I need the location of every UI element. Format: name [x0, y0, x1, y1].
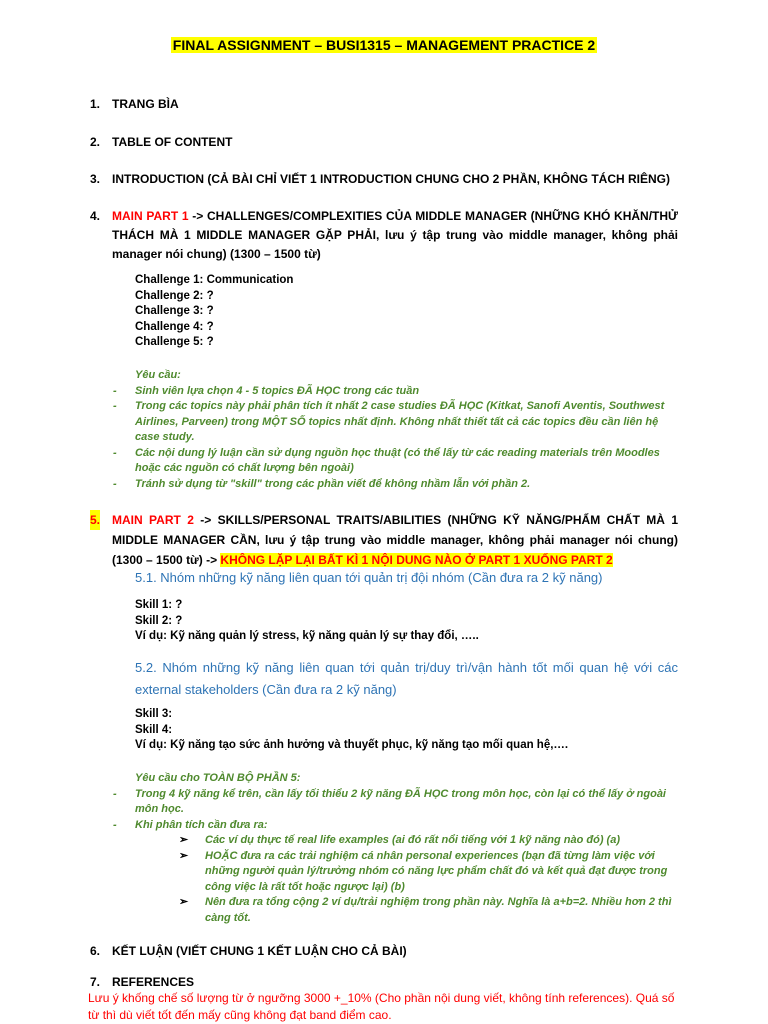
skill-item: Skill 1: ?	[135, 599, 183, 611]
requirements-title: Yêu cầu:	[135, 369, 181, 381]
arrow-bullet-icon: ➢	[179, 849, 189, 862]
challenge-item: Challenge 3: ?	[135, 305, 214, 317]
item-number: 7.	[90, 975, 101, 989]
item-number: 1.	[90, 97, 101, 111]
word-count-note: Lưu ý khống chế số lượng từ ở ngưỡng 3000 +_10% (Cho phần nội dung viết, không tính references). Quá số từ thì dù viết tốt đến mấy cũng không đạt band điểm cao.	[88, 991, 675, 1022]
requirement-item: - Tránh sử dụng từ "skill" trong các phần viết để không nhầm lẫn với phần 2.	[113, 477, 531, 490]
main-part-1-label: MAIN PART 1	[112, 209, 189, 223]
example-item: ➢ Nên đưa ra tổng cộng 2 ví dụ/trải nghiệm trong phần này. Nghĩa là a+b=2. Nhiều hơn 2 thì càng tốt.	[179, 896, 672, 924]
item-number: 3.	[90, 172, 101, 186]
main-part-1-text: -> CHALLENGES/COMPLEXITIES CỦA MIDDLE MANAGER (NHỮNG KHÓ KHĂN/THỬ THÁCH MÀ 1 MIDDLE MANAGER GẶP PHẢI, lưu ý tập trung vào middle manager, không phải manager nói chung) (1300 – 1500 từ)	[112, 209, 678, 261]
example-item: ➢ Các ví dụ thực tế real life examples (ai đó rất nổi tiếng với 1 kỹ năng nào đó) (a)	[179, 833, 678, 849]
section-5-1-title: 5.1. Nhóm những kỹ năng liên quan tới quản trị đội nhóm (Cần đưa ra 2 kỹ năng)	[135, 570, 603, 585]
item-number: 6.	[90, 944, 101, 958]
outline-item-1	[90, 95, 678, 114]
item-text: REFERENCES	[112, 975, 195, 989]
section-5-2-title: 5.2. Nhóm những kỹ năng liên quan tới quản trị/duy trì/vận hành tốt mối quan hệ với các external stakeholders (Cần đưa ra 2 kỹ năng)	[135, 660, 678, 697]
requirement-item: - Trong các topics này phải phân tích ít nhất 2 case studies ĐÃ HỌC (Kitkat, Sanofi Aventis, Southwest Airlines, Parveen) trong MỘT SỐ topics nhất định. Không nhất thiết tất cả các topics đều cần liên hệ case study.	[113, 400, 665, 443]
challenge-item: Challenge 1: Communication	[135, 274, 294, 286]
requirement-item: - Các nội dung lý luận cần sử dụng nguồn học thuật (có thể lấy từ các reading materials trên Moodles hoặc các nguồn có chất lượng bên ngoài)	[113, 446, 660, 474]
requirements-title: Yêu cầu cho TOÀN BỘ PHẦN 5:	[135, 772, 301, 784]
outline-item-2	[90, 133, 678, 152]
item-text: TRANG BÌA	[112, 97, 179, 111]
title-text: FINAL ASSIGNMENT – BUSI1315 – MANAGEMENT PRACTICE 2	[172, 37, 596, 53]
item-number: 5.	[90, 510, 100, 530]
requirement-item: - Sinh viên lựa chọn 4 - 5 topics ĐÃ HỌC trong các tuần	[113, 384, 420, 397]
skill-item: Skill 2: ?	[135, 614, 183, 627]
requirement-item: - Khi phân tích cần đưa ra:	[113, 818, 268, 831]
part-1-requirements	[113, 368, 678, 492]
skill-list-5-2	[135, 707, 678, 754]
skill-item: Skill 4:	[135, 723, 173, 736]
outline-item-main-part-2	[90, 510, 679, 570]
skill-example: Ví dụ: Kỹ năng tạo sức ảnh hưởng và thuyết phục, kỹ năng tạo mối quan hệ,….	[135, 739, 569, 751]
page-title	[0, 36, 768, 55]
example-item: ➢ HOẶC đưa ra các trải nghiệm cá nhân personal experiences (bạn đã từng làm việc với những người quản lý/trưởng nhóm có năng lực phẩm chất đó và kết quả đạt được trong công việc là rất tốt hoặc ngược lại) (b)	[179, 849, 668, 893]
arrow-bullet-icon: ➢	[179, 834, 189, 846]
item-text: KẾT LUẬN (VIẾT CHUNG 1 KẾT LUẬN CHO CẢ BÀI)	[112, 944, 407, 958]
warning-highlight: KHÔNG LẶP LẠI BẤT KÌ 1 NỘI DUNG NÀO Ở PART 1 XUỐNG PART 2	[220, 553, 613, 567]
arrow-bullet-icon: ➢	[179, 896, 189, 908]
item-number: 4.	[90, 209, 101, 223]
main-part-2-text: -> SKILLS/PERSONAL TRAITS/ABILITIES (NHỮNG KỸ NĂNG/PHẨM CHẤT MÀ 1 MIDDLE MANAGER CẦN, lưu ý tập trung vào middle manager, không phải manager nói chung) (1300 – 1500 từ) ->	[112, 513, 679, 567]
challenge-item: Challenge 5: ?	[135, 336, 214, 348]
item-text: TABLE OF CONTENT	[112, 135, 233, 149]
skill-example: Ví dụ: Kỹ năng quản lý stress, kỹ năng quản lý sự thay đổi, …..	[135, 630, 479, 642]
skill-list-5-1	[135, 598, 678, 645]
challenge-item: Challenge 2: ?	[135, 289, 214, 302]
outline-item-main-part-1	[90, 207, 678, 264]
part-2-requirements	[113, 771, 678, 926]
challenge-item: Challenge 4: ?	[135, 320, 214, 333]
skill-item: Skill 3:	[135, 708, 173, 720]
item-text: INTRODUCTION (CẢ BÀI CHỈ VIẾT 1 INTRODUCTION CHUNG CHO 2 PHẦN, KHÔNG TÁCH RIÊNG)	[112, 172, 670, 186]
outline-item-6	[90, 942, 678, 961]
outline-item-3	[90, 170, 678, 189]
main-part-2-label: MAIN PART 2	[112, 513, 194, 527]
requirement-item: - Trong 4 kỹ năng kể trên, cần lấy tối thiểu 2 kỹ năng ĐÃ HỌC trong môn học, còn lại có thể lấy ở ngoài môn học.	[113, 787, 666, 815]
item-number: 2.	[90, 135, 101, 149]
challenge-list	[135, 273, 678, 351]
